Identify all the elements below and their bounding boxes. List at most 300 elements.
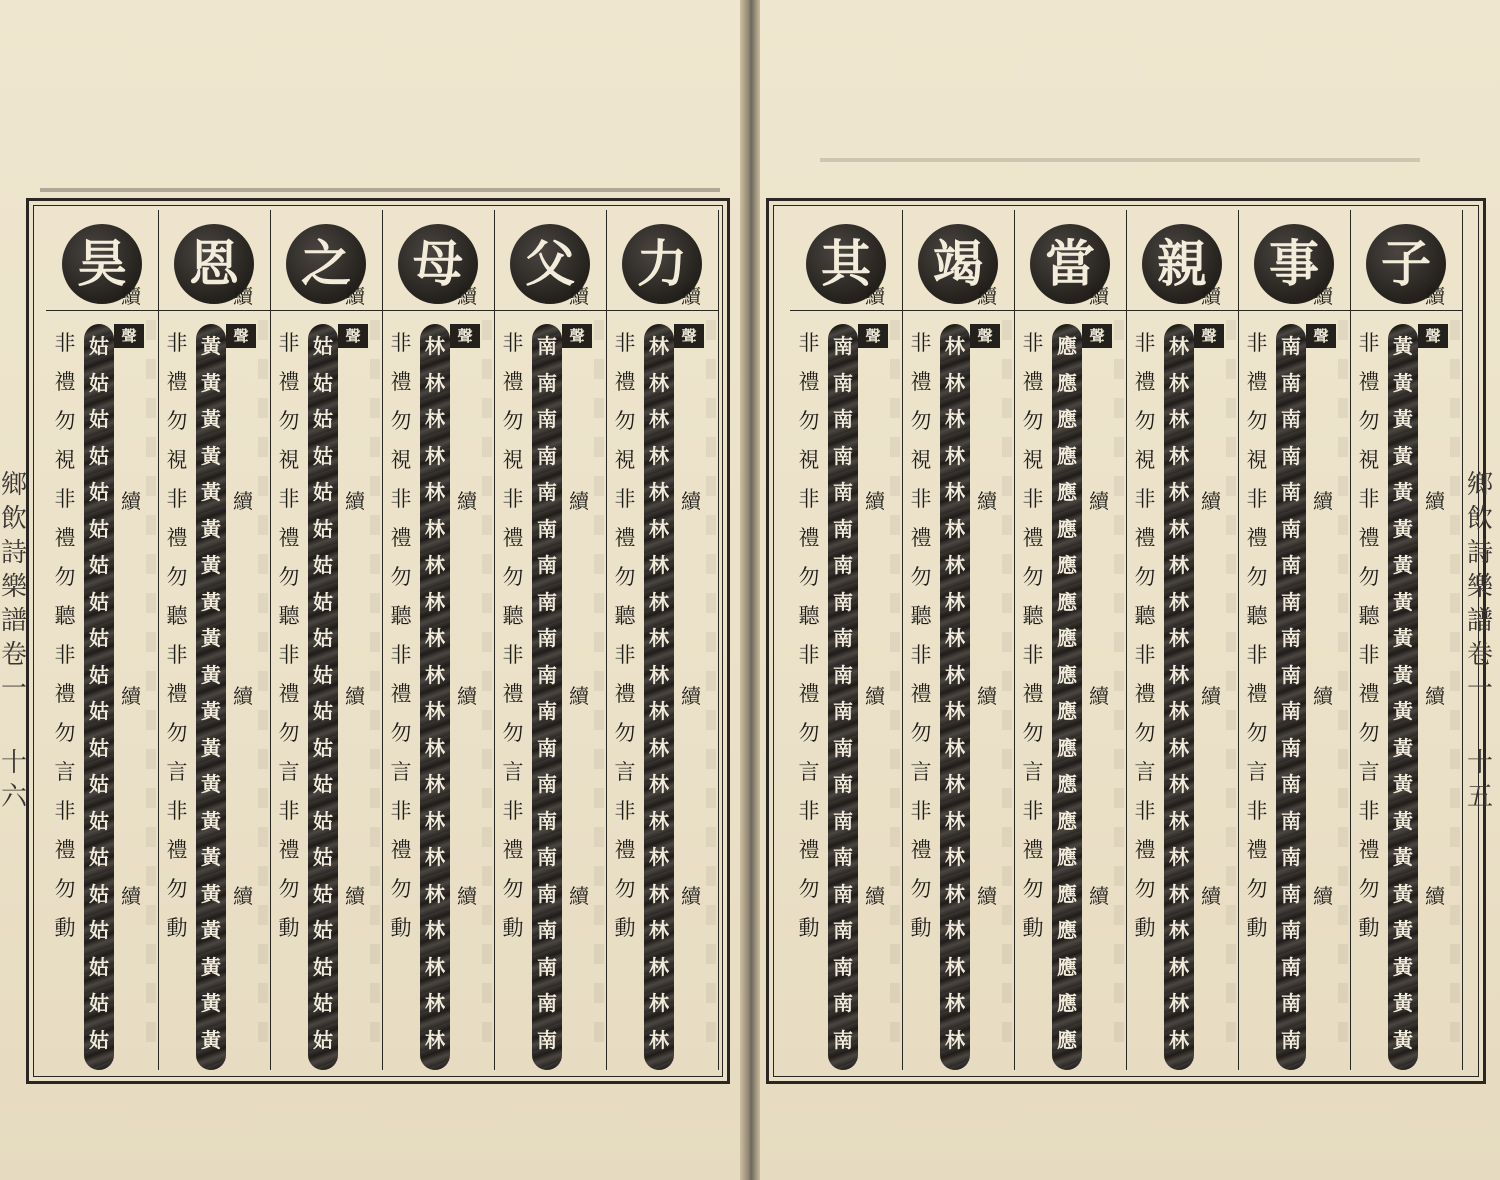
- tone-mark-label: 聲: [858, 324, 888, 348]
- lyric-char: 非: [390, 487, 412, 511]
- bleed-through-text: [258, 320, 268, 1060]
- pitch-char: 黃: [201, 553, 221, 577]
- pitch-char: 南: [833, 662, 853, 687]
- pause-mark: 續: [345, 884, 365, 908]
- lyric-char: 勿: [54, 409, 76, 433]
- lyric-char: 禮: [1358, 370, 1380, 394]
- lyric-char: 非: [1134, 799, 1156, 823]
- pitch-char: 黃: [1393, 772, 1413, 796]
- pause-mark: 續: [1201, 884, 1221, 908]
- lyric-char: 勿: [390, 721, 412, 745]
- pitch-char: 南: [537, 553, 557, 577]
- edge-title-char: 飲: [1, 504, 28, 534]
- pitch-char: 南: [1281, 991, 1301, 1015]
- pause-mark: 續: [865, 684, 885, 708]
- pitch-char: 南: [537, 772, 557, 796]
- pitch-char: 姑: [89, 699, 109, 723]
- pitch-char: 黃: [1393, 553, 1413, 577]
- lyric-word-seal: 其: [806, 224, 886, 304]
- pitch-char: 姑: [313, 334, 333, 358]
- pitch-char: 林: [945, 772, 965, 796]
- pause-mark: 續: [1201, 489, 1221, 513]
- lyric-char: 禮: [910, 370, 932, 394]
- pause-mark: 續: [1201, 284, 1221, 308]
- pitch-char: 林: [649, 991, 669, 1015]
- pitch-char: 林: [1169, 772, 1189, 796]
- lyric-char: 勿: [390, 877, 412, 901]
- lyric-char: 非: [910, 799, 932, 823]
- lyric-text-column: [908, 324, 934, 948]
- pitch-char: 林: [425, 954, 445, 979]
- pitch-char: 林: [649, 626, 669, 650]
- pause-mark: 續: [569, 684, 589, 708]
- pitch-char: 黃: [201, 772, 221, 796]
- lyric-char: 勿: [166, 565, 188, 589]
- pitch-char: 林: [649, 662, 669, 687]
- header-divider: [382, 310, 494, 311]
- lyric-text-column: [1132, 324, 1158, 948]
- pitch-char: 林: [425, 1027, 445, 1052]
- pitch-char: 南: [1281, 626, 1301, 650]
- header-divider: [494, 310, 606, 311]
- lyric-char: 聽: [390, 604, 412, 628]
- pitch-bar: [84, 324, 114, 1070]
- pitch-char: 黃: [1393, 662, 1413, 687]
- pitch-char: 南: [1281, 443, 1301, 468]
- lyric-char: 非: [1134, 331, 1156, 355]
- pitch-char: 林: [425, 334, 445, 358]
- edge-title-char: 譜: [1467, 606, 1494, 636]
- pitch-char: 南: [833, 334, 853, 358]
- pitch-char: 姑: [89, 918, 109, 942]
- lyric-char: 非: [278, 799, 300, 823]
- lyric-char: 非: [798, 487, 820, 511]
- header-divider: [790, 310, 902, 311]
- pitch-char: 黃: [1393, 1027, 1413, 1052]
- pitch-char: 林: [425, 589, 445, 614]
- pause-mark: 續: [1425, 284, 1445, 308]
- pitch-char: 南: [1281, 881, 1301, 906]
- edge-title-char: 詩: [1, 538, 28, 568]
- pause-mark: 續: [865, 284, 885, 308]
- pitch-char: 應: [1057, 699, 1077, 723]
- lyric-char: 勿: [502, 721, 524, 745]
- lyric-char: 勿: [1022, 409, 1044, 433]
- lyric-char: 禮: [166, 370, 188, 394]
- pitch-char: 姑: [89, 626, 109, 650]
- lyric-char: 言: [1134, 760, 1156, 784]
- tone-mark-label: 聲: [1082, 324, 1112, 348]
- pitch-char: 林: [649, 407, 669, 431]
- lyric-char: 禮: [614, 526, 636, 550]
- pitch-char: 林: [1169, 553, 1189, 577]
- edge-title-char: 一: [1467, 674, 1494, 704]
- edge-title-char: 卷: [1467, 640, 1494, 670]
- lyric-char: 勿: [614, 565, 636, 589]
- header-divider: [1014, 310, 1126, 311]
- pitch-char: 姑: [89, 443, 109, 468]
- pitch-char: 黃: [201, 480, 221, 504]
- pitch-char: 黃: [201, 881, 221, 906]
- lyric-char: 視: [1246, 448, 1268, 472]
- lyric-char: 言: [166, 760, 188, 784]
- pitch-char: 應: [1057, 407, 1077, 431]
- lyric-char: 勿: [502, 877, 524, 901]
- tone-mark-label: 聲: [450, 324, 480, 348]
- pitch-char: 姑: [313, 808, 333, 833]
- pitch-char: 林: [945, 370, 965, 395]
- header-divider: [606, 310, 718, 311]
- pitch-char: 黃: [1393, 735, 1413, 760]
- pause-mark: 續: [1313, 489, 1333, 513]
- lyric-char: 動: [390, 916, 412, 940]
- pitch-bar: [1388, 324, 1418, 1070]
- pitch-char: 南: [833, 370, 853, 395]
- lyric-char: 禮: [390, 682, 412, 706]
- lyric-char: 禮: [910, 682, 932, 706]
- lyric-char: 禮: [1134, 838, 1156, 862]
- pitch-char: 林: [1169, 626, 1189, 650]
- score-column: [1014, 210, 1127, 1070]
- pitch-char: 林: [649, 735, 669, 760]
- pitch-char: 應: [1057, 370, 1077, 395]
- lyric-char: 動: [502, 916, 524, 940]
- lyric-char: 非: [614, 799, 636, 823]
- pitch-char: 南: [1281, 1027, 1301, 1052]
- lyric-char: 勿: [1134, 409, 1156, 433]
- lyric-text-column: [1356, 324, 1382, 948]
- pause-mark: 續: [345, 684, 365, 708]
- header-divider: [270, 310, 382, 311]
- lyric-text-column: [52, 324, 78, 948]
- pitch-char: 林: [649, 370, 669, 395]
- lyric-text-column: [796, 324, 822, 948]
- pitch-char: 南: [833, 772, 853, 796]
- pitch-bar: [1052, 324, 1082, 1070]
- score-column: [790, 210, 903, 1070]
- lyric-char: 禮: [502, 526, 524, 550]
- lyric-char: 禮: [166, 526, 188, 550]
- pitch-char: 應: [1057, 626, 1077, 650]
- pitch-char: 黃: [1393, 991, 1413, 1015]
- pitch-char: 南: [1281, 699, 1301, 723]
- pitch-char: 黃: [1393, 881, 1413, 906]
- pause-mark: 續: [457, 489, 477, 513]
- edge-title-char: 樂: [1467, 572, 1494, 602]
- lyric-char: 勿: [1358, 565, 1380, 589]
- lyric-char: 非: [1022, 487, 1044, 511]
- lyric-char: 禮: [502, 682, 524, 706]
- pitch-char: 林: [649, 516, 669, 541]
- score-column: [1238, 210, 1351, 1070]
- pitch-bar: [420, 324, 450, 1070]
- lyric-char: 聽: [1246, 604, 1268, 628]
- lyric-char: 動: [1134, 916, 1156, 940]
- pitch-char: 黃: [201, 918, 221, 942]
- pitch-char: 姑: [313, 370, 333, 395]
- pitch-char: 姑: [313, 991, 333, 1015]
- left-page-edge-title: [2, 198, 26, 1084]
- score-column: [158, 210, 271, 1070]
- pitch-bar: [1276, 324, 1306, 1070]
- bleed-through-text: [1450, 320, 1460, 1060]
- pitch-char: 林: [425, 662, 445, 687]
- lyric-char: 勿: [278, 409, 300, 433]
- pitch-char: 林: [425, 881, 445, 906]
- pitch-char: 應: [1057, 808, 1077, 833]
- lyric-text-column: [164, 324, 190, 948]
- pitch-char: 林: [649, 334, 669, 358]
- lyric-char: 非: [910, 643, 932, 667]
- pause-mark: 續: [121, 284, 141, 308]
- pitch-char: 姑: [313, 845, 333, 869]
- lyric-word-seal: 恩: [174, 224, 254, 304]
- lyric-char: 非: [166, 799, 188, 823]
- pitch-char: 林: [1169, 881, 1189, 906]
- pitch-char: 黃: [201, 954, 221, 979]
- pitch-char: 黃: [201, 991, 221, 1015]
- lyric-char: 言: [1358, 760, 1380, 784]
- lyric-char: 勿: [278, 565, 300, 589]
- pitch-char: 南: [833, 808, 853, 833]
- pitch-char: 南: [537, 370, 557, 395]
- pitch-char: 姑: [89, 662, 109, 687]
- pitch-char: 姑: [313, 918, 333, 942]
- edge-title-char: 卷: [1, 640, 28, 670]
- lyric-char: 禮: [1022, 838, 1044, 862]
- pitch-char: 林: [945, 443, 965, 468]
- lyric-char: 言: [910, 760, 932, 784]
- pitch-char: 林: [945, 845, 965, 869]
- pause-mark: 續: [457, 884, 477, 908]
- pitch-char: 林: [1169, 516, 1189, 541]
- pitch-char: 南: [833, 699, 853, 723]
- pitch-char: 應: [1057, 334, 1077, 358]
- lyric-char: 禮: [278, 838, 300, 862]
- pitch-char: 應: [1057, 516, 1077, 541]
- pitch-char: 姑: [313, 626, 333, 650]
- bleed-through-text: [482, 320, 492, 1060]
- pitch-char: 林: [425, 407, 445, 431]
- edge-title-char: 譜: [1, 606, 28, 636]
- pitch-char: 應: [1057, 480, 1077, 504]
- pitch-bar: [196, 324, 226, 1070]
- lyric-char: 禮: [798, 370, 820, 394]
- lyric-char: 動: [54, 916, 76, 940]
- lyric-char: 聽: [614, 604, 636, 628]
- pitch-char: 林: [649, 954, 669, 979]
- lyric-char: 言: [54, 760, 76, 784]
- lyric-char: 禮: [54, 682, 76, 706]
- pause-mark: 續: [233, 489, 253, 513]
- lyric-char: 禮: [1246, 370, 1268, 394]
- bleed-through-text: [1002, 320, 1012, 1060]
- lyric-char: 勿: [390, 565, 412, 589]
- pitch-char: 南: [537, 516, 557, 541]
- pause-mark: 續: [345, 284, 365, 308]
- top-rule-smudge: [820, 158, 1420, 162]
- edge-title-char: 一: [1, 674, 28, 704]
- pause-mark: 續: [121, 684, 141, 708]
- pitch-char: 林: [425, 808, 445, 833]
- lyric-word-seal: 當: [1030, 224, 1110, 304]
- lyric-char: 非: [502, 643, 524, 667]
- bleed-through-text: [1338, 320, 1348, 1060]
- pitch-char: 林: [425, 516, 445, 541]
- pitch-bar: [940, 324, 970, 1070]
- lyric-char: 非: [1022, 331, 1044, 355]
- pitch-char: 姑: [313, 480, 333, 504]
- lyric-char: 勿: [1358, 721, 1380, 745]
- pitch-char: 林: [945, 626, 965, 650]
- pitch-char: 林: [945, 589, 965, 614]
- lyric-word-seal: 事: [1254, 224, 1334, 304]
- tone-mark-label: 聲: [674, 324, 704, 348]
- lyric-char: 非: [1358, 331, 1380, 355]
- lyric-char: 勿: [390, 409, 412, 433]
- pause-mark: 續: [1425, 684, 1445, 708]
- pitch-char: 黃: [201, 808, 221, 833]
- pitch-char: 姑: [313, 443, 333, 468]
- pitch-char: 南: [1281, 589, 1301, 614]
- pitch-bar: [532, 324, 562, 1070]
- lyric-char: 聽: [166, 604, 188, 628]
- pitch-char: 黃: [1393, 699, 1413, 723]
- lyric-word-seal: 子: [1366, 224, 1446, 304]
- pitch-char: 姑: [313, 1027, 333, 1052]
- pitch-char: 南: [833, 626, 853, 650]
- pitch-char: 南: [537, 443, 557, 468]
- pitch-char: 林: [1169, 334, 1189, 358]
- lyric-char: 非: [1246, 643, 1268, 667]
- pitch-char: 林: [945, 662, 965, 687]
- pitch-char: 林: [1169, 735, 1189, 760]
- pitch-char: 林: [1169, 1027, 1189, 1052]
- pitch-char: 林: [945, 699, 965, 723]
- lyric-char: 非: [1022, 799, 1044, 823]
- lyric-char: 禮: [1134, 526, 1156, 550]
- lyric-char: 非: [910, 331, 932, 355]
- lyric-char: 禮: [278, 370, 300, 394]
- pitch-char: 林: [425, 991, 445, 1015]
- lyric-char: 禮: [1022, 682, 1044, 706]
- lyric-char: 勿: [278, 877, 300, 901]
- pitch-char: 南: [1281, 918, 1301, 942]
- pitch-char: 應: [1057, 589, 1077, 614]
- lyric-text-column: [1244, 324, 1270, 948]
- pitch-char: 黃: [1393, 918, 1413, 942]
- pitch-char: 姑: [313, 589, 333, 614]
- pitch-char: 姑: [89, 881, 109, 906]
- lyric-word-seal: 親: [1142, 224, 1222, 304]
- lyric-char: 視: [54, 448, 76, 472]
- pitch-char: 林: [945, 1027, 965, 1052]
- lyric-char: 非: [390, 799, 412, 823]
- lyric-char: 非: [390, 331, 412, 355]
- lyric-char: 禮: [390, 838, 412, 862]
- header-divider: [46, 310, 158, 311]
- pitch-char: 姑: [89, 480, 109, 504]
- lyric-char: 勿: [1246, 565, 1268, 589]
- pitch-char: 南: [833, 1027, 853, 1052]
- lyric-char: 禮: [798, 526, 820, 550]
- score-column: [606, 210, 719, 1070]
- lyric-char: 禮: [614, 370, 636, 394]
- lyric-char: 勿: [798, 877, 820, 901]
- pitch-char: 黃: [1393, 334, 1413, 358]
- folio-number: 十六: [1, 748, 28, 812]
- pitch-char: 南: [537, 699, 557, 723]
- lyric-char: 禮: [390, 526, 412, 550]
- bleed-through-text: [146, 320, 156, 1060]
- lyric-char: 視: [390, 448, 412, 472]
- lyric-char: 禮: [614, 838, 636, 862]
- pitch-char: 黃: [201, 589, 221, 614]
- lyric-char: 勿: [614, 721, 636, 745]
- pitch-char: 姑: [89, 516, 109, 541]
- pitch-char: 姑: [89, 334, 109, 358]
- pitch-char: 黃: [1393, 443, 1413, 468]
- pitch-char: 林: [1169, 407, 1189, 431]
- edge-title-char: 鄉: [1467, 470, 1494, 500]
- pitch-char: 林: [649, 699, 669, 723]
- pitch-char: 南: [833, 735, 853, 760]
- pitch-char: 應: [1057, 991, 1077, 1015]
- pitch-bar: [644, 324, 674, 1070]
- pitch-char: 姑: [313, 553, 333, 577]
- score-column: [494, 210, 607, 1070]
- lyric-word-seal: 昊: [62, 224, 142, 304]
- pause-mark: 續: [569, 489, 589, 513]
- pitch-char: 南: [537, 735, 557, 760]
- lyric-char: 非: [502, 487, 524, 511]
- lyric-char: 勿: [166, 721, 188, 745]
- lyric-char: 勿: [1022, 721, 1044, 745]
- lyric-char: 聽: [798, 604, 820, 628]
- edge-title-char: 詩: [1467, 538, 1494, 568]
- lyric-char: 禮: [798, 682, 820, 706]
- bleed-through-text: [1114, 320, 1124, 1060]
- pitch-char: 南: [537, 407, 557, 431]
- pause-mark: 續: [1313, 884, 1333, 908]
- pitch-char: 林: [945, 918, 965, 942]
- lyric-char: 勿: [1134, 877, 1156, 901]
- lyric-char: 聽: [910, 604, 932, 628]
- lyric-char: 勿: [1246, 721, 1268, 745]
- pitch-char: 應: [1057, 553, 1077, 577]
- pitch-char: 南: [833, 407, 853, 431]
- pitch-char: 黃: [201, 699, 221, 723]
- pause-mark: 續: [233, 684, 253, 708]
- lyric-char: 聽: [278, 604, 300, 628]
- pitch-char: 南: [537, 808, 557, 833]
- pitch-char: 姑: [89, 370, 109, 395]
- tone-mark-label: 聲: [114, 324, 144, 348]
- lyric-char: 勿: [1134, 565, 1156, 589]
- pitch-char: 南: [833, 443, 853, 468]
- pitch-char: 黃: [201, 516, 221, 541]
- pitch-char: 姑: [89, 808, 109, 833]
- pause-mark: 續: [977, 684, 997, 708]
- pitch-char: 黃: [1393, 407, 1413, 431]
- lyric-char: 非: [614, 331, 636, 355]
- pitch-bar: [308, 324, 338, 1070]
- pitch-char: 林: [945, 954, 965, 979]
- pitch-char: 姑: [89, 1027, 109, 1052]
- pause-mark: 續: [457, 284, 477, 308]
- lyric-char: 非: [910, 487, 932, 511]
- pitch-char: 南: [1281, 808, 1301, 833]
